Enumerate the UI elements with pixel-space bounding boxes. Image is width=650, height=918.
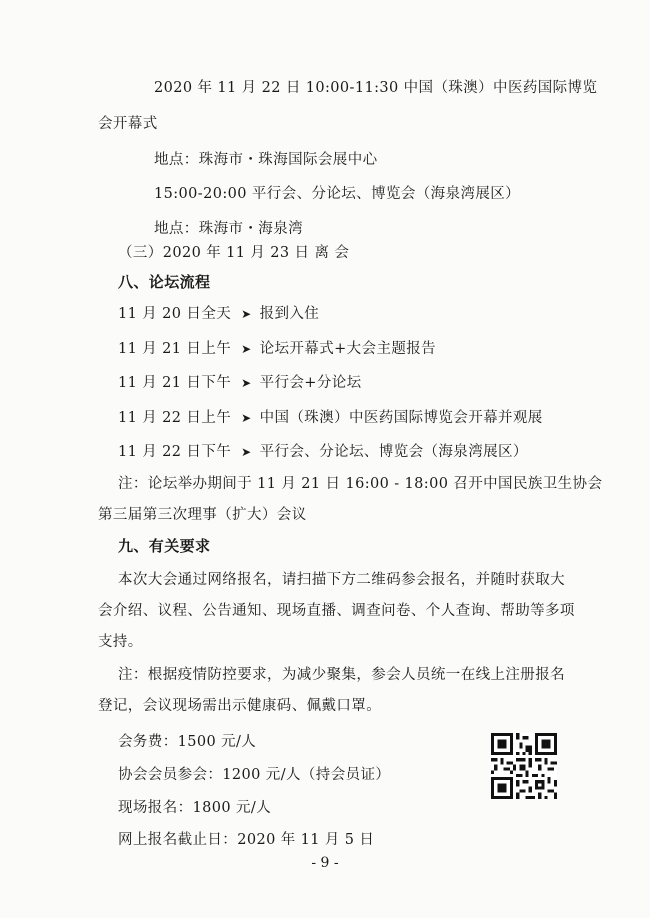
flow-time: 11 月 20 日全天: [118, 306, 232, 322]
conference-fee: 会务费：1500 元/人: [118, 734, 257, 750]
registration-para-line-3: 支持。: [98, 634, 143, 650]
registration-para-line-1: 本次大会通过网络报名，请扫描下方二维码参会报名，并随时获取大: [118, 572, 565, 588]
forum-note-line-1: 注：论坛举办期间于 11 月 21 日 16:00 - 18:00 召开中国民族卫生协会: [118, 476, 603, 492]
flow-event: 中国（珠澳）中医药国际博览会开幕并观展: [259, 410, 543, 426]
flow-time: 11 月 21 日上午: [118, 341, 232, 357]
arrow-icon: ➤: [241, 411, 252, 425]
flow-event: 平行会、分论坛、博览会（海泉湾展区）: [259, 444, 528, 460]
flow-item: [118, 373, 362, 393]
arrow-icon: ➤: [241, 342, 252, 356]
epidemic-note-line-2: 登记，会议现场需出示健康码、佩戴口罩。: [98, 698, 382, 714]
flow-time: 11 月 21 日下午: [118, 375, 232, 391]
flow-event: 论坛开幕式+大会主题报告: [259, 341, 437, 357]
arrow-icon: ➤: [241, 307, 252, 321]
page-number: - 9 -: [311, 855, 339, 871]
forum-note-line-2: 第三届第三次理事（扩大）会议: [98, 507, 307, 523]
flow-time: 11 月 22 日上午: [118, 410, 232, 426]
flow-event: 报到入住: [259, 306, 320, 322]
section-9-heading: 九、有关要求: [118, 537, 211, 555]
arrow-icon: ➤: [241, 445, 252, 459]
expo-opening-line: 2020 年 11 月 22 日 10:00-11:30 中国（珠澳）中医药国际博览: [154, 80, 598, 96]
section-8-heading: 八、论坛流程: [118, 273, 211, 291]
arrow-icon: ➤: [241, 376, 252, 390]
flow-item: [118, 408, 543, 428]
flow-time: 11 月 22 日下午: [118, 444, 232, 460]
member-fee: 协会会员参会：1200 元/人（持会员证）: [118, 767, 391, 783]
venue-line-2: 地点：珠海市・海泉湾: [154, 221, 303, 237]
flow-event: 平行会+分论坛: [259, 375, 362, 391]
flow-item: [118, 442, 528, 462]
expo-opening-line-cont: 会开幕式: [98, 116, 158, 132]
afternoon-schedule-line: 15:00-20:00 平行会、分论坛、博览会（海泉湾展区）: [154, 186, 521, 202]
departure-line: （三）2020 年 11 月 23 日 离 会: [118, 245, 350, 261]
onsite-fee: 现场报名：1800 元/人: [118, 800, 272, 816]
epidemic-note-line-1: 注：根据疫情防控要求，为减少聚集，参会人员统一在线上注册报名: [118, 667, 565, 683]
flow-item: [118, 304, 319, 324]
venue-line-1: 地点：珠海市・珠海国际会展中心: [154, 152, 378, 168]
registration-deadline: 网上报名截止日：2020 年 11 月 5 日: [118, 832, 375, 848]
qr-code-icon[interactable]: [491, 733, 557, 799]
registration-para-line-2: 会介绍、议程、公告通知、现场直播、调查问卷、个人查询、帮助等多项: [98, 603, 575, 619]
flow-item: [118, 339, 436, 359]
